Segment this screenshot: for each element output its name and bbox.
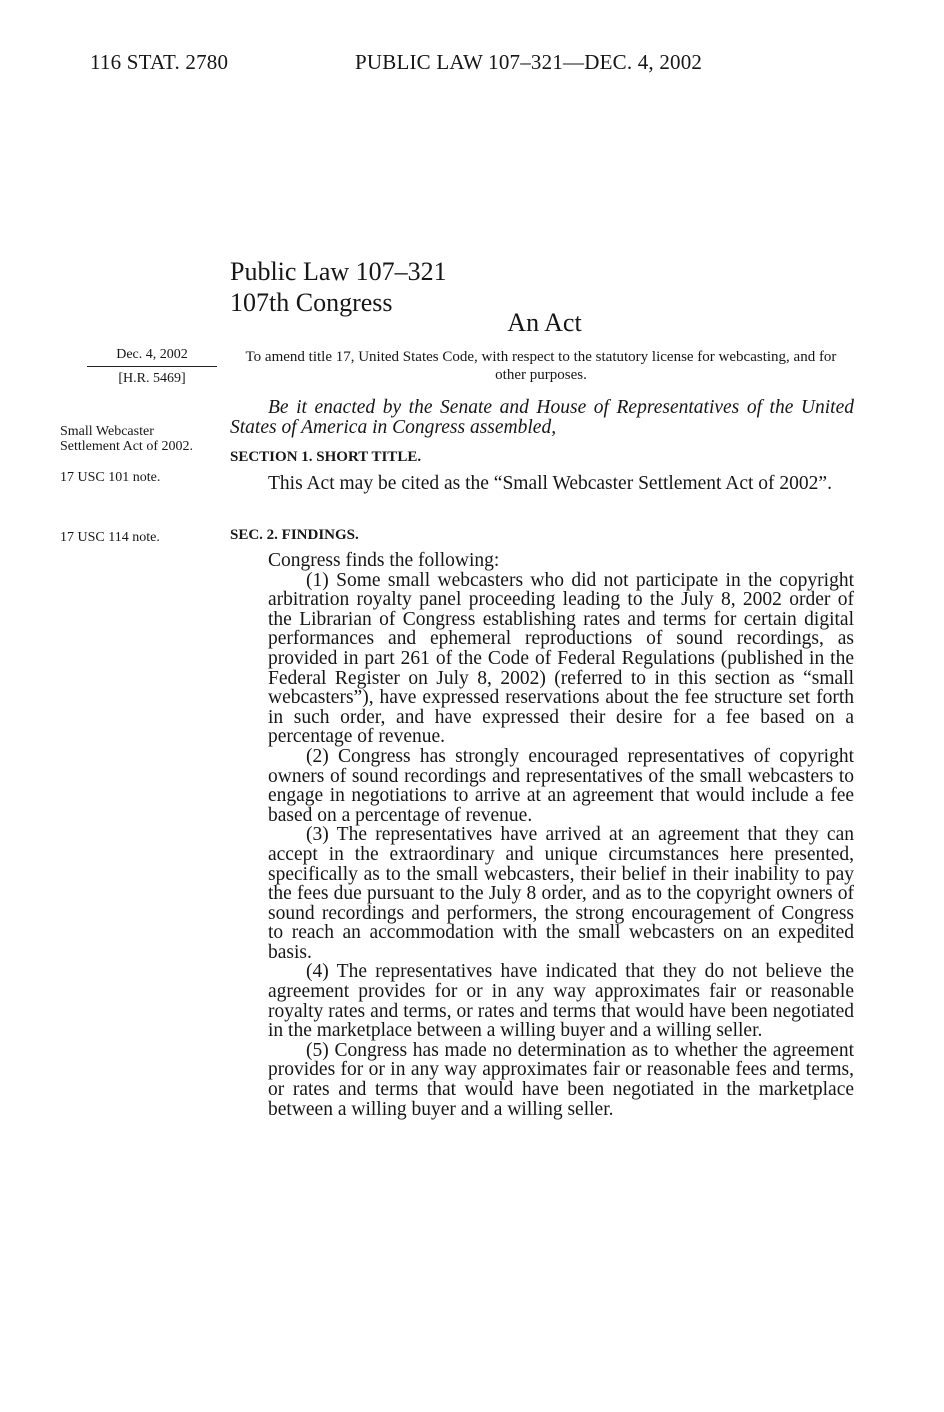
enactment-margin-block (87, 347, 217, 387)
margin-note-usc-101: 17 USC 101 note. (60, 470, 161, 485)
finding-item: (3) The representatives have arrived at an agreement that they can accept in the extraordinary and unique circumstances here presented, specifically as to the small webcasters, their belief in their inability to pay the fees due pursuant to the July 8 order, and as to the copyright owners of sound recordings and performers, the strong encouragement of Congress to reach an accommodation with the small webcasters on an expedited basis. (268, 824, 854, 963)
finding-item: (5) Congress has made no determination as to whether the agreement provides for or in any way approximates fair or reasonable fees and terms, or rates and terms that would have been negotiated in the marketplace between a willing buyer and a willing seller. (268, 1039, 854, 1120)
findings-list (268, 551, 854, 1119)
bill-number: [H.R. 5469] (118, 371, 186, 386)
enactment-date: Dec. 4, 2002 (87, 347, 217, 367)
act-heading: An Act (507, 308, 582, 337)
findings-lead: Congress finds the following: (268, 550, 500, 571)
running-title: PUBLIC LAW 107–321—DEC. 4, 2002 (355, 50, 703, 74)
congress-number: 107th Congress (230, 288, 393, 317)
law-number: Public Law 107–321 (230, 257, 447, 286)
margin-note-usc-114: 17 USC 114 note. (60, 530, 160, 545)
purpose-clause: To amend title 17, United States Code, with respect to the statutory license for webcasting, and for other purposes. (245, 349, 837, 383)
enacting-clause (230, 398, 854, 437)
section-2-heading: SEC. 2. FINDINGS. (230, 527, 359, 543)
finding-item: (2) Congress has strongly encouraged representatives of copyright owners of sound recordings and representatives of the small webcasters to engage in negotiations to arrive at an agreement that would include a fee based on a percentage of revenue. (268, 745, 854, 826)
margin-note-short-title: Small Webcaster Settlement Act of 2002. (60, 424, 193, 454)
finding-item: (4) The representatives have indicated that they do not believe the agreement provides for or in any way approximates fair or reasonable royalty rates and terms, or rates and terms that would have been negotiated in the marketplace between a willing buyer and a willing seller. (268, 961, 854, 1042)
enacting-clause-text: Be it enacted by the Senate and House of Representatives of the United States of America in Congress assembled, (230, 397, 854, 438)
section-1-heading: SECTION 1. SHORT TITLE. (230, 449, 422, 465)
section-1-body (230, 474, 854, 494)
section-1-text: This Act may be cited as the “Small Webcaster Settlement Act of 2002”. (268, 473, 832, 494)
page-reference: 116 STAT. 2780 (90, 50, 229, 74)
finding-item: (1) Some small webcasters who did not participate in the copyright arbitration royalty panel proceeding leading to the July 8, 2002 order of the Librarian of Congress establishing rates and terms for certain digital performances and ephemeral reproductions of sound recordings, as provided in part 261 of the Code of Federal Regulations (published in the Federal Register on July 8, 2002) (referred to in this section as “small webcasters”), have expressed reservations about the fee structure set forth in such order, and have expressed their desire for a fee based on a percentage of revenue. (268, 569, 854, 748)
